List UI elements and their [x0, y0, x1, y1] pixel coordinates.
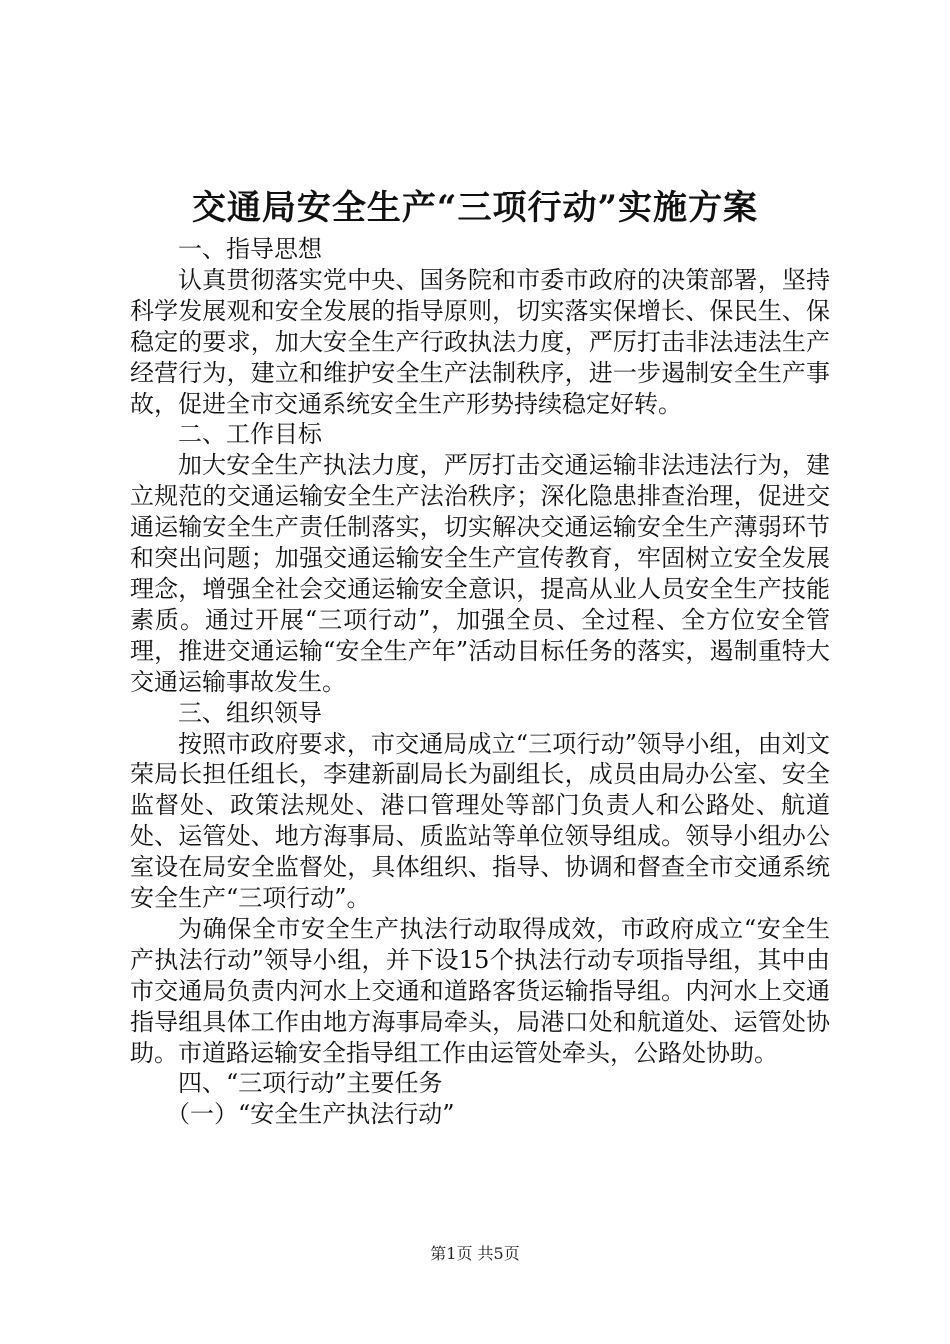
paragraph-enforcement-group: 为确保全市安全生产执法行动取得成效，市政府成立“安全生产执法行动”领导小组，并下设15个执法行动专项指导组，其中由市交通局负责内河水上交通和道路客货运输指导组。内河水上交通指导组具体工作由地方海事局牵头，局港口处和航道处、运管处协助。市道路运输安全指导组工作由运管处牵头，公路处协助。 — [130, 914, 830, 1067]
section-heading-main-tasks: 四、“三项行动”主要任务 — [178, 1069, 443, 1098]
paragraph-work-goals: 加大安全生产执法力度，严厉打击交通运输非法违法行为，建立规范的交通运输安全生产法治秩序；深化隐患排查治理，促进交通运输安全生产责任制落实，切实解决交通运输安全生产薄弱环节和突出问题；加强交通运输安全生产宣传教育，牢固树立安全发展理念，增强全社会交通运输安全意识，提高从业人员安全生产技能素质。通过开展“三项行动”，加强全员、全过程、全方位安全管理，推进交通运输“安全生产年”活动目标任务的落实，遏制重特大交通运输事故发生。 — [130, 451, 830, 696]
page-footer: 第1页 共5页 — [430, 1244, 520, 1263]
section-heading-work-goals: 二、工作目标 — [178, 420, 322, 449]
subsection-heading-enforcement-action: （一）“安全生产执法行动” — [166, 1100, 455, 1129]
document-title: 交通局安全生产“三项行动”实施方案 — [191, 188, 759, 228]
section-heading-guiding-ideology: 一、指导思想 — [178, 235, 322, 263]
paragraph-organization: 按照市政府要求，市交通局成立“三项行动”领导小组，由刘文荣局长担任组长，李建新副局长为副组长，成员由局办公室、安全监督处、政策法规处、港口管理处等部门负责人和公路处、航道处、运管处、地方海事局、质监站等单位领导组成。领导小组办公室设在局安全监督处，具体组织、指导、协调和督查全市交通系统安全生产“三项行动”。 — [130, 729, 830, 913]
section-heading-organization: 三、组织领导 — [178, 698, 322, 727]
document-body — [130, 234, 830, 1130]
paragraph-guiding-ideology: 认真贯彻落实党中央、国务院和市委市政府的决策部署，坚持科学发展观和安全发展的指导原则，切实落实保增长、保民生、保稳定的要求，加大安全生产行政执法力度，严厉打击非法违法生产经营行为，建立和维护安全生产法制秩序，进一步遏制安全生产事故，促进全市交通系统安全生产形势持续稳定好转。 — [130, 265, 830, 418]
